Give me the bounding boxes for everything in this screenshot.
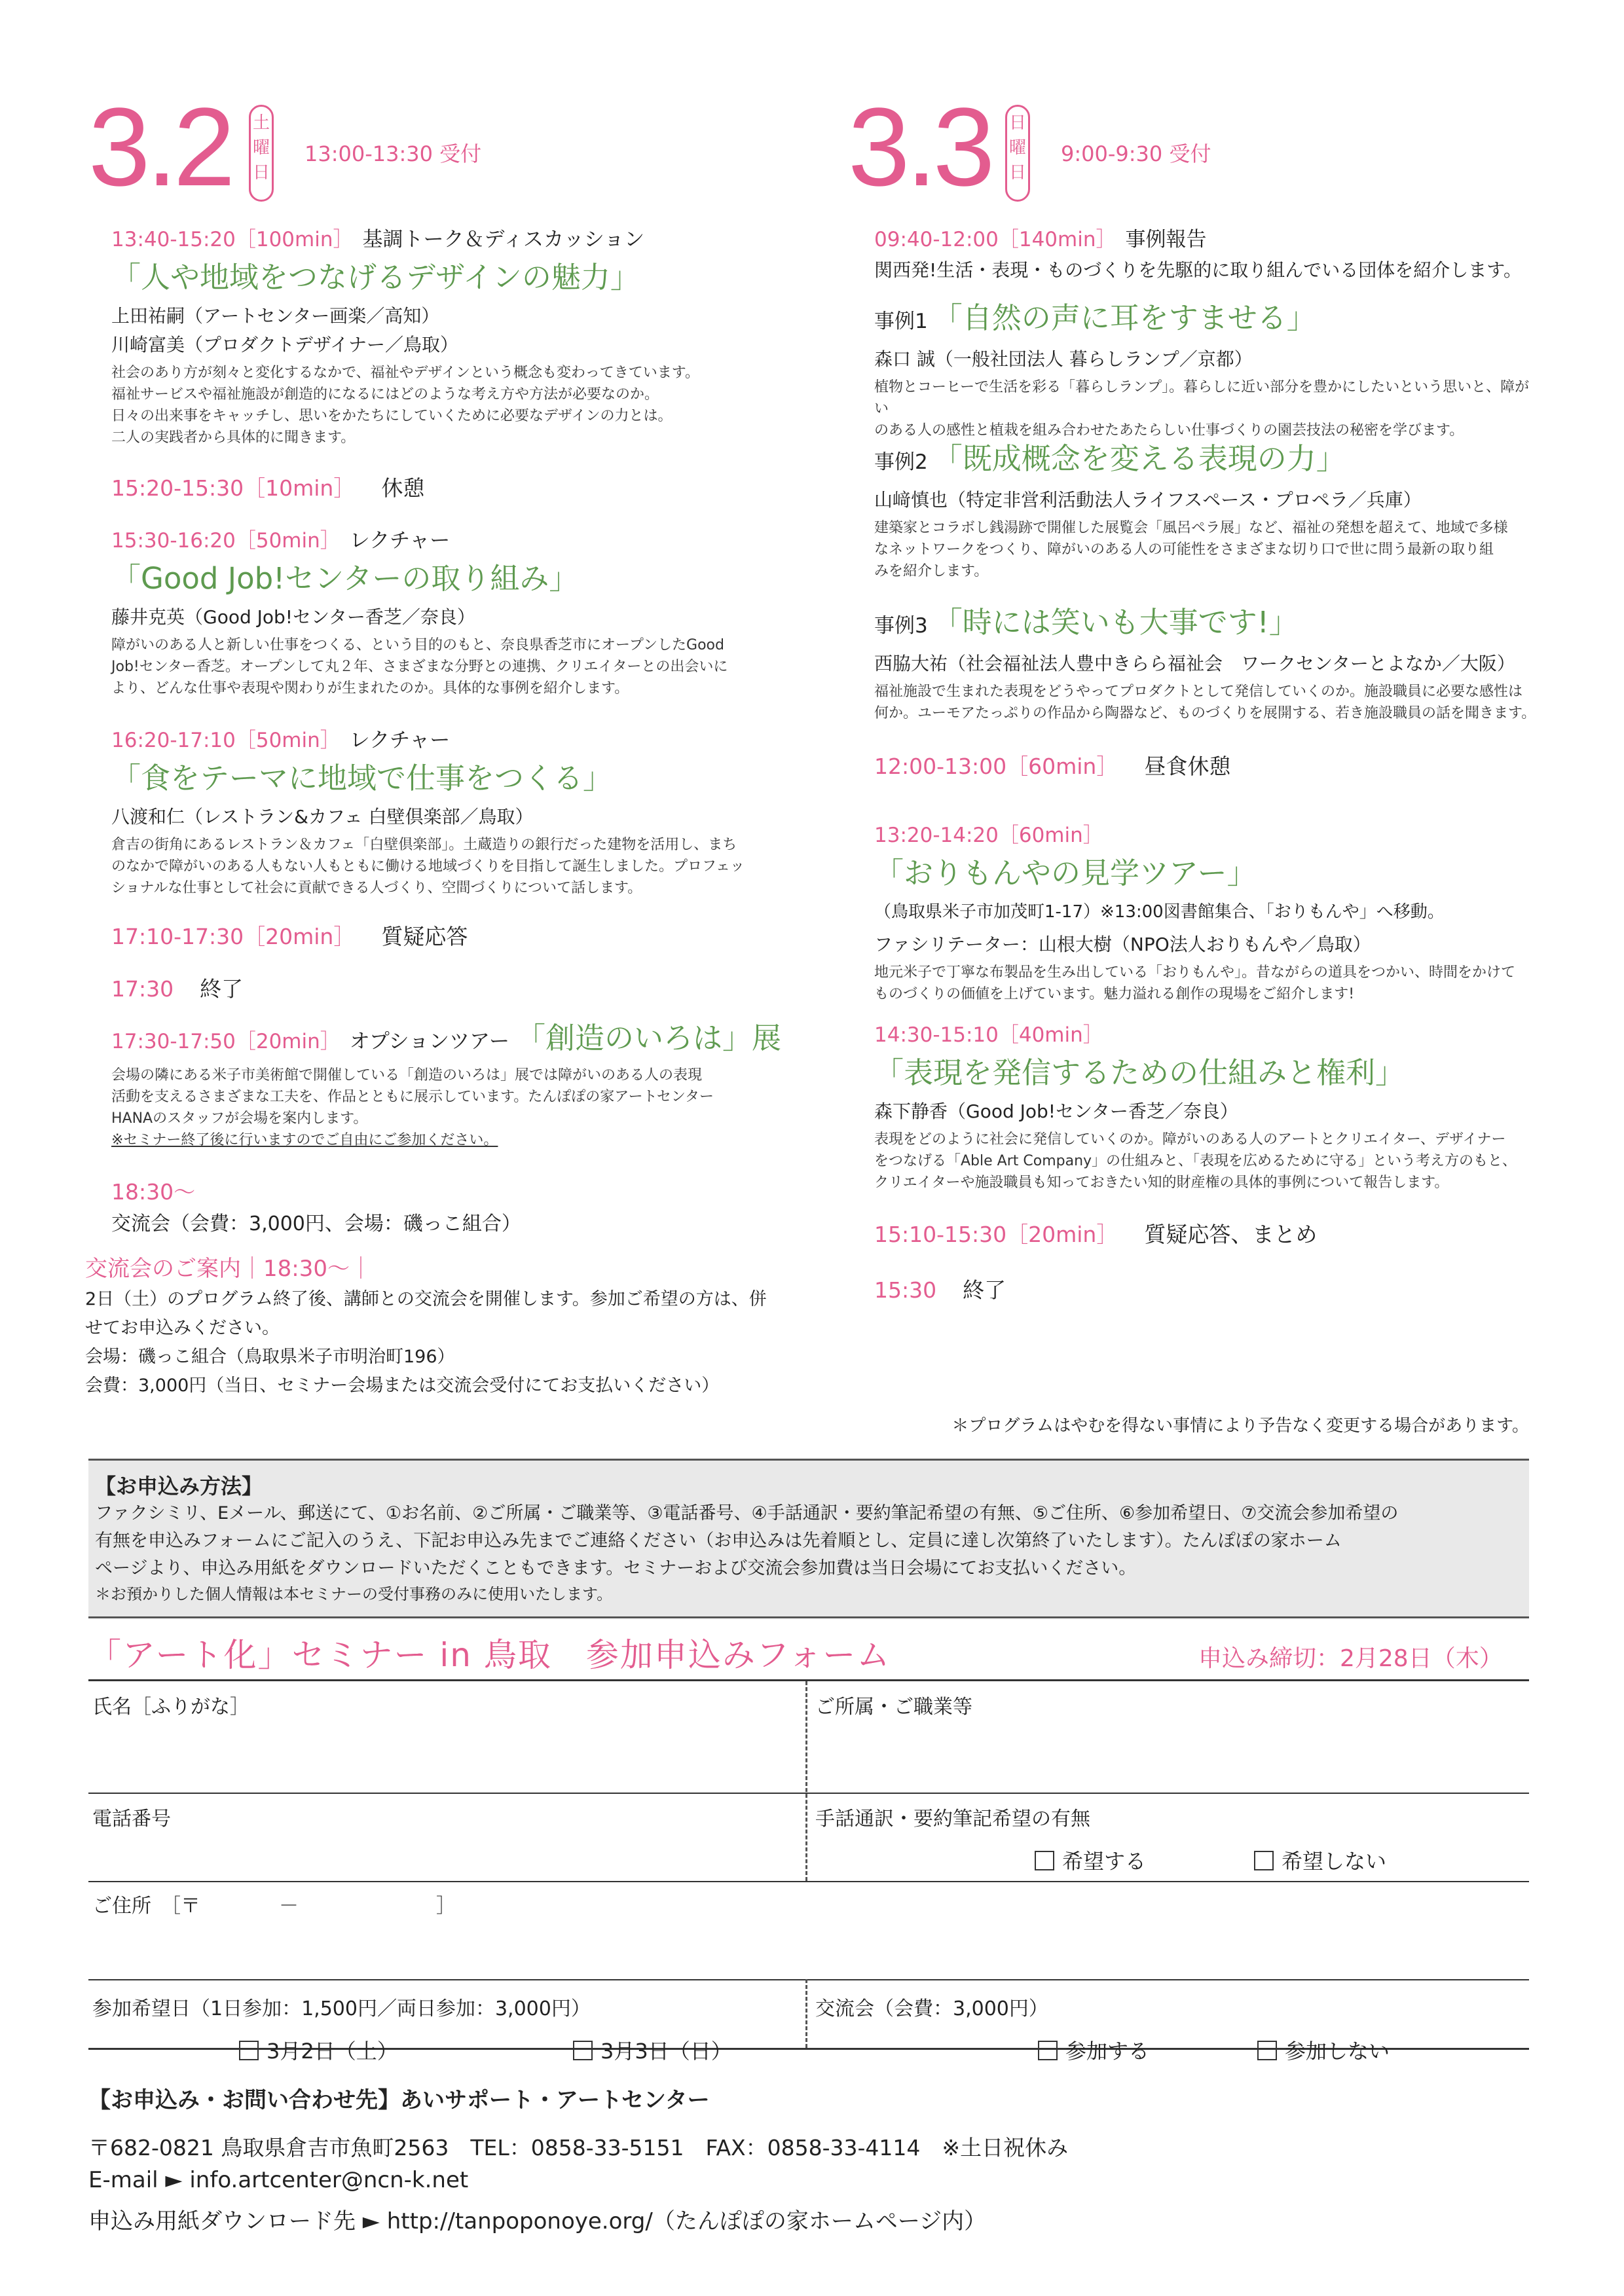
speaker: 森下静香（Good Job!センター香芝／奈良）	[874, 1101, 1238, 1122]
day1-weekday: 土 曜 日	[249, 105, 274, 202]
speaker: 川崎富美（プロダクトデザイナー／鳥取）	[111, 334, 459, 355]
session-break	[111, 471, 792, 502]
session-end	[111, 972, 792, 1003]
day2-reception: 9:00-9:30 受付	[1061, 141, 1211, 166]
apply-method-box	[88, 1459, 1529, 1618]
session-title: 「人や地域をつなげるデザインの魅力」	[111, 260, 640, 295]
case-3	[874, 602, 1542, 724]
contact-heading: 【お申込み・お問い合わせ先】あいサポート・アートセンター	[88, 2087, 710, 2113]
party-no-checkbox[interactable]: 参加しない	[1257, 2035, 1390, 2065]
date-0303-checkbox[interactable]: 3月3日（日）	[573, 2035, 732, 2065]
sign-yes-checkbox[interactable]: 希望する	[1035, 1845, 1146, 1875]
session-keynote	[111, 223, 792, 448]
session-note: ※セミナー終了後に行いますのでご自由にご参加ください。	[111, 1132, 498, 1148]
form-deadline: 申込み締切：2月28日（木）	[1198, 1645, 1503, 1672]
form-title: 「アート化」セミナー in 鳥取 参加申込みフォーム	[88, 1636, 891, 1674]
session-lunch	[874, 750, 1542, 780]
case-description: 福祉施設で生まれた表現をどうやってプロダクトとして発信していくのか。施設職員に必要な感性は 何か。ユーモアたっぷりの作品から陶器など、ものづくりを展開する、若き施設職員の話を聞きます。	[874, 683, 1536, 721]
case-title: 「自然の声に耳をすませる」	[932, 301, 1316, 335]
speaker: 藤井克英（Good Job!センター香芝／奈良）	[111, 606, 475, 628]
tour-place: （鳥取県米子市加茂町1-17）※13:00図書館集合、「おりもんや」へ移動。	[874, 902, 1445, 922]
party-label: 交流会（会費：3,000円）	[815, 1997, 1048, 2020]
case-label: 事例1	[874, 310, 928, 333]
program-note: ＊プログラムはやむを得ない事情により予告なく変更する場合があります。	[951, 1416, 1529, 1436]
session-time: 14:30-15:10［40min］	[874, 1023, 1103, 1047]
case-description: 建築家とコラボし銭湯跡で開催した展覧会「風呂ペラ展」など、福祉の発想を超えて、地域で多様 なネットワークをつくり、障がいのある人の可能性をさまざまな切り口で世に問う最新の取り組 みを紹介します。	[874, 520, 1508, 579]
day2-weekday: 日 曜 日	[1005, 105, 1030, 202]
party-title: 交流会のご案内｜18:30〜｜	[85, 1256, 372, 1282]
session-title: 「表現を発信するための仕組みと権利」	[874, 1055, 1405, 1090]
case-title: 「時には笑いも大事です!」	[932, 605, 1299, 640]
session-party	[111, 1175, 792, 1239]
day1-header	[88, 85, 743, 216]
date-0302-checkbox[interactable]: 3月2日（土）	[239, 2035, 398, 2065]
application-form	[88, 1679, 1529, 2064]
case-label: 事例3	[874, 614, 928, 638]
session-time: 17:30-17:50［20min］	[111, 1030, 341, 1053]
apply-body: ファクシミリ、Eメール、郵送にて、①お名前、②ご所属・ご職業等、③電話番号、④手話通訳・要約筆記希望の有無、⑤ご住所、⑥参加希望日、⑦交流会参加希望の 有無を申込みフォームにご記入のうえ、下記お申込み先までご連絡ください（お申込みは先着順とし、定員に達し次第終了いたします）。たんぽぽの家ホーム ページより、申込み用紙をダウンロードいただくこともできます。セミナーおよび交流会参加費は当日会場にてお支払いください。 ＊お預かりした個人情報は本セミナーの受付事務のみに使用いたします。	[95, 1503, 1399, 1603]
address-field[interactable]: ご住所 ［〒 － ］	[92, 1895, 456, 1918]
speaker: 八渡和仁（レストラン&カフェ 白壁倶楽部／鳥取）	[111, 806, 534, 828]
session-type: 終了	[200, 976, 244, 1002]
phone-field[interactable]: 電話番号	[92, 1808, 171, 1831]
session-title: 「Good Job!センターの取り組み」	[111, 561, 579, 596]
session-type: レクチャー	[349, 729, 451, 752]
session-time: 09:40-12:00［140min］	[874, 228, 1116, 251]
speaker: 上田祐嗣（アートセンター画楽／高知）	[111, 305, 440, 327]
contact-download[interactable]: 申込み用紙ダウンロード先 ► http://tanpoponoye.org/（たんぽぽの家ホームページ内）	[88, 2208, 987, 2234]
apply-heading: 【お申込み方法】	[95, 1474, 263, 1499]
session-type: 質疑応答、まとめ	[1144, 1222, 1318, 1247]
case-2	[874, 439, 1542, 582]
day1-reception: 13:00-13:30 受付	[304, 141, 482, 166]
sign-language-label: 手話通訳・要約筆記希望の有無	[815, 1808, 1090, 1831]
case-description: 植物とコーヒーで生活を彩る「暮らしランプ」。暮らしに近い部分を豊かにしたいという思いと、障がい のある人の感性と植栽を組み合わせたあたらしい仕事づくりの園芸技法の秘密を学びます。	[874, 379, 1530, 439]
session-description: 表現をどのように社会に発信していくのか。障がいのある人のアートとクリエイター、デザイナー をつなげる「Able Art Company」の仕組みと、「表現を広めるために守る」という考え方のもと、 クリエイターや施設職員も知っておきたい知的財産権の具体的事例について報告します。	[874, 1131, 1517, 1191]
session-time: 17:30	[111, 976, 174, 1002]
case-label: 事例2	[874, 450, 928, 474]
affiliation-field[interactable]: ご所属・ご職業等	[815, 1696, 972, 1719]
session-type: 終了	[963, 1277, 1006, 1303]
session-qa-2	[874, 1218, 1542, 1248]
contact-address: 〒682-0821 鳥取県倉吉市魚町2563 TEL：0858-33-5151 FAX：0858-33-4114 ※土日祝休み	[88, 2135, 1069, 2160]
session-time: 15:30-16:20［50min］	[111, 529, 341, 553]
session-description: 障がいのある人と新しい仕事をつくる、という目的のもと、奈良県香芝市にオープンしたGood Job!センター香芝。オープンして丸２年、さまざまな分野との連携、クリエイターとの出会いに より、どんな仕事や表現や関わりが生まれたのか。具体的な事例を紹介します。	[111, 637, 728, 697]
party-info: 交流会のご案内｜18:30〜｜ 2日（土）のプログラム終了後、講師との交流会を開催します。参加ご希望の方は、併 せてお申込みください。 会場：磯っこ組合（鳥取県米子市明治町196） 会費：3,000円（当日、セミナー会場または交流会受付にてお支払いください）	[85, 1250, 805, 1400]
session-time: 15:30	[874, 1277, 937, 1303]
session-time: 17:10-17:30［20min］	[111, 924, 356, 949]
session-description: 社会のあり方が刻々と変化するなかで、福祉やデザインという概念も変わってきています。 福祉サービスや福祉施設が創造的になるにはどのような考え方や方法が必要なのか。 日々の出来事をキャッチし、思いをかたちにしていくために必要なデザインの力とは。 二人の実践者から具体的に聞きます。	[111, 365, 700, 446]
party-yes-checkbox[interactable]: 参加する	[1038, 2035, 1149, 2065]
date-label: 参加希望日（1日参加：1,500円／両日参加：3,000円）	[92, 1997, 591, 2020]
session-title: 「食をテーマに地域で仕事をつくる」	[111, 761, 613, 795]
session-tour	[874, 818, 1542, 1005]
session-title: 「おりもんやの見学ツアー」	[874, 856, 1257, 890]
session-extra: 交流会（会費：3,000円、会場：磯っこ組合）	[111, 1212, 521, 1235]
session-title: 「創造のいろは」展	[516, 1021, 782, 1055]
session-type: 事例報告	[1125, 228, 1207, 251]
session-type: 基調トーク＆ディスカッション	[362, 228, 645, 251]
tour-facilitator: ファシリテーター：山根大樹（NPO法人おりもんや／鳥取）	[874, 934, 1371, 955]
session-description: 会場の隣にある米子市美術館で開催している「創造のいろは」展では障がいのある人の表現 活動を支えるさまざまな工夫を、作品とともに展示しています。たんぽぽの家アートセンター HANAのスタッフが会場を案内します。 ※セミナー終了後に行いますのでご自由にご参加ください。	[111, 1065, 792, 1151]
day1-date: 3.2	[88, 85, 232, 210]
case-title: 「既成概念を変える表現の力」	[932, 441, 1346, 476]
name-field[interactable]: 氏名［ふりがな］	[92, 1696, 249, 1719]
day2-date: 3.3	[848, 85, 991, 210]
session-time: 15:20-15:30［10min］	[111, 475, 356, 501]
speaker: 森口 誠（一般社団法人 暮らしランプ／京都）	[874, 348, 1253, 370]
session-time: 15:10-15:30［20min］	[874, 1222, 1118, 1247]
session-end-2	[874, 1273, 1542, 1304]
session-type: レクチャー	[349, 529, 451, 553]
session-description: 倉吉の街角にあるレストラン＆カフェ「白壁倶楽部」。土蔵造りの銀行だった建物を活用し、まち のなかで障がいのある人もない人もともに働ける地域づくりを目指して誕生しました。プロフェッ ショナルな仕事として社会に貢献できる人づくり、空間づくりについて話します。	[111, 837, 745, 896]
session-time: 13:20-14:20［60min］	[874, 824, 1103, 847]
session-type: 昼食休憩	[1144, 754, 1231, 779]
session-rights	[874, 1018, 1542, 1194]
session-type: 休憩	[381, 475, 425, 501]
session-time: 16:20-17:10［50min］	[111, 729, 341, 752]
speaker: 山﨑慎也（特定非営利活動法人ライフスペース・プロペラ／兵庫）	[874, 489, 1422, 511]
session-type: 質疑応答	[381, 924, 468, 949]
case-1	[874, 298, 1542, 441]
contact-email[interactable]: E-mail ► info.artcenter@ncn-k.net	[88, 2167, 469, 2193]
session-case-report	[874, 223, 1542, 285]
session-qa	[111, 920, 792, 951]
session-time: 12:00-13:00［60min］	[874, 754, 1118, 779]
session-food	[111, 723, 792, 899]
session-description: 関西発!生活・表現・ものづくりを先駆的に取り組んでいる団体を紹介します。	[874, 259, 1522, 281]
session-description: 地元米子で丁寧な布製品を生み出している「おりもんや」。昔ながらの道具をつかい、時間をかけて ものづくりの価値を上げています。魅力溢れる創作の現場をご紹介します!	[874, 964, 1516, 1002]
sign-no-checkbox[interactable]: 希望しない	[1254, 1845, 1386, 1875]
session-goodjob	[111, 524, 792, 699]
speaker: 西脇大祐（社会福祉法人豊中きらら福祉会 ワークセンターとよなか／大阪）	[874, 653, 1515, 674]
session-type: オプションツアー	[349, 1030, 510, 1053]
session-time: 18:30〜	[111, 1179, 196, 1205]
session-time: 13:40-15:20［100min］	[111, 228, 354, 251]
day2-header	[848, 85, 1503, 216]
session-option-tour	[111, 1018, 792, 1151]
